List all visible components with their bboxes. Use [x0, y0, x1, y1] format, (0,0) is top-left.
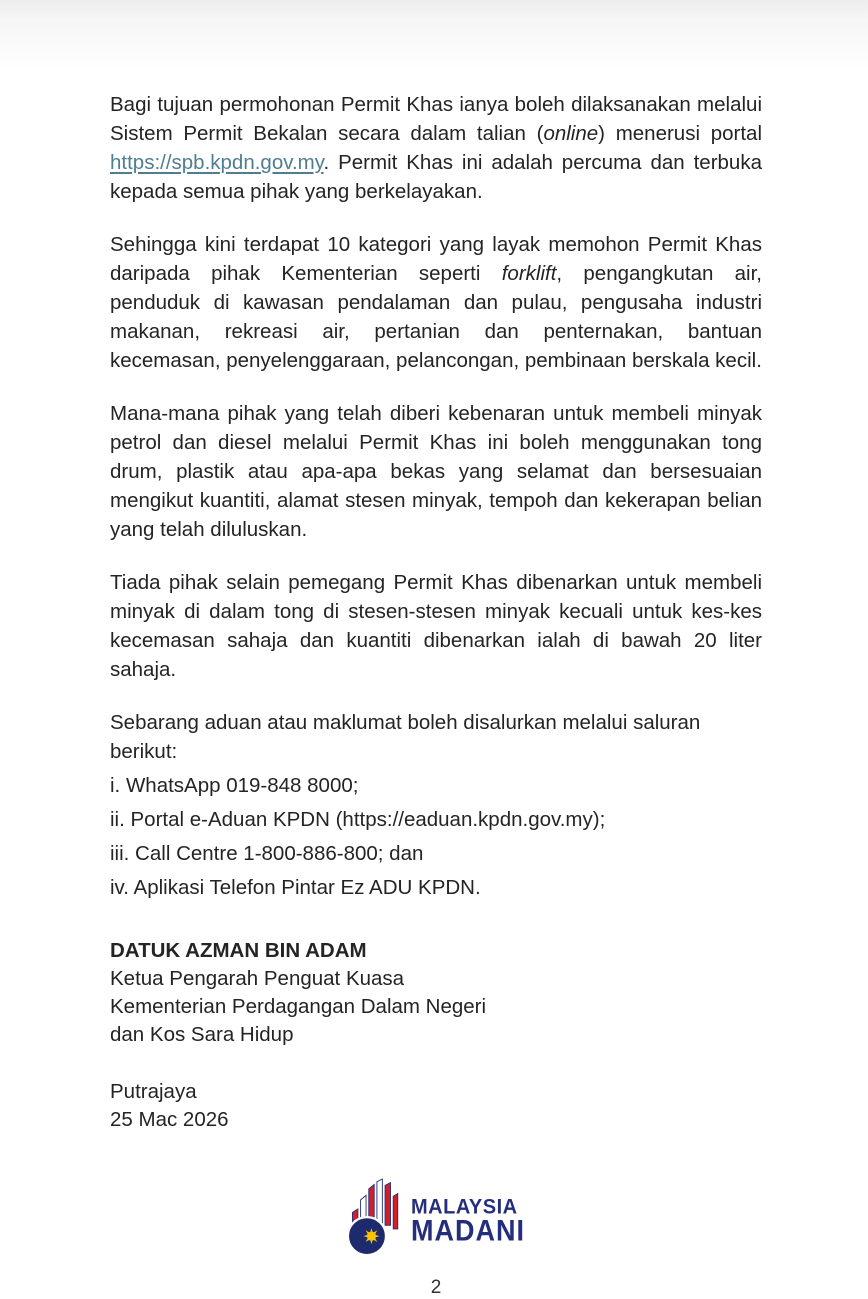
spb-portal-link[interactable]: https://spb.kpdn.gov.my [110, 151, 324, 174]
text-segment: , pengangkutan air, penduduk di kawasan pendalaman dan pulau, pengusaha industri makanan, rekreasi air, pertanian dan penternakan, bantuan kecemasan, penyelenggaraan, pelancongan, pembinaan berskala kecil. [110, 262, 763, 372]
channels-intro: Sebarang aduan atau maklumat boleh disalurkan melalui saluran berikut: [110, 711, 701, 763]
channel-item: i. WhatsApp 019-848 8000; [110, 774, 359, 797]
madani-hand-icon [347, 1178, 405, 1263]
text-segment: ) menerusi portal [598, 122, 762, 145]
paragraph [110, 399, 762, 544]
text-segment: Bagi tujuan permohonan Permit Khas ianya boleh dilaksanakan melalui Sistem Permit Bekalan secara dalam talian ( [110, 93, 762, 145]
malaysia-madani-logo [110, 1178, 762, 1263]
logo-wordmark [411, 1195, 525, 1248]
logo-text-madani: MADANI [411, 1214, 525, 1248]
text-segment: online [543, 122, 599, 145]
paragraph [110, 230, 762, 375]
date: 25 Mac 2026 [110, 1108, 229, 1131]
logo-text-malaysia: MALAYSIA [411, 1195, 518, 1219]
signatory-title-line: Kementerian Perdagangan Dalam Negeri [110, 995, 487, 1018]
paragraph [110, 568, 762, 684]
signatory-titles [110, 965, 762, 1049]
signatory-title-line: dan Kos Sara Hidup [110, 1023, 294, 1046]
channel-item: ii. Portal e-Aduan KPDN (https://eaduan.kpdn.gov.my); [110, 808, 606, 831]
paragraph [110, 90, 762, 206]
channel-item: iv. Aplikasi Telefon Pintar Ez ADU KPDN. [110, 876, 481, 899]
body-paragraphs [110, 90, 762, 684]
signatory-title-line: Ketua Pengarah Penguat Kuasa [110, 967, 405, 990]
text-segment: Sehingga kini terdapat 10 kategori yang layak memohon Permit Khas daripada pihak Kementerian seperti [110, 233, 762, 285]
place: Putrajaya [110, 1080, 197, 1103]
text-segment: forklift [501, 262, 557, 285]
channels-section [110, 708, 762, 902]
signatory-name: DATUK AZMAN BIN ADAM [110, 939, 367, 962]
signature-block [110, 936, 762, 1049]
place-date-block [110, 1078, 762, 1134]
text-segment: Tiada pihak selain pemegang Permit Khas dibenarkan untuk membeli minyak di dalam tong di stesen-stesen minyak kecuali untuk kes-kes kecemasan sahaja dan kuantiti dibenarkan ialah di bawah 20 liter sahaja. [110, 571, 762, 681]
text-segment: Mana-mana pihak yang telah diberi kebenaran untuk membeli minyak petrol dan diesel melalui Permit Khas ini boleh menggunakan tong drum, plastik atau apa-apa bekas yang selamat dan bersesuaian mengikut kuantiti, alamat stesen minyak, tempoh dan kekerapan belian yang telah diluluskan. [110, 402, 762, 541]
channels-list [110, 771, 762, 902]
text-segment: . Permit Khas ini adalah percuma dan terbuka kepada semua pihak yang berkelayakan. [110, 151, 762, 203]
page-number: 2 [430, 1277, 442, 1298]
channel-item: iii. Call Centre 1-800-886-800; dan [110, 842, 424, 865]
